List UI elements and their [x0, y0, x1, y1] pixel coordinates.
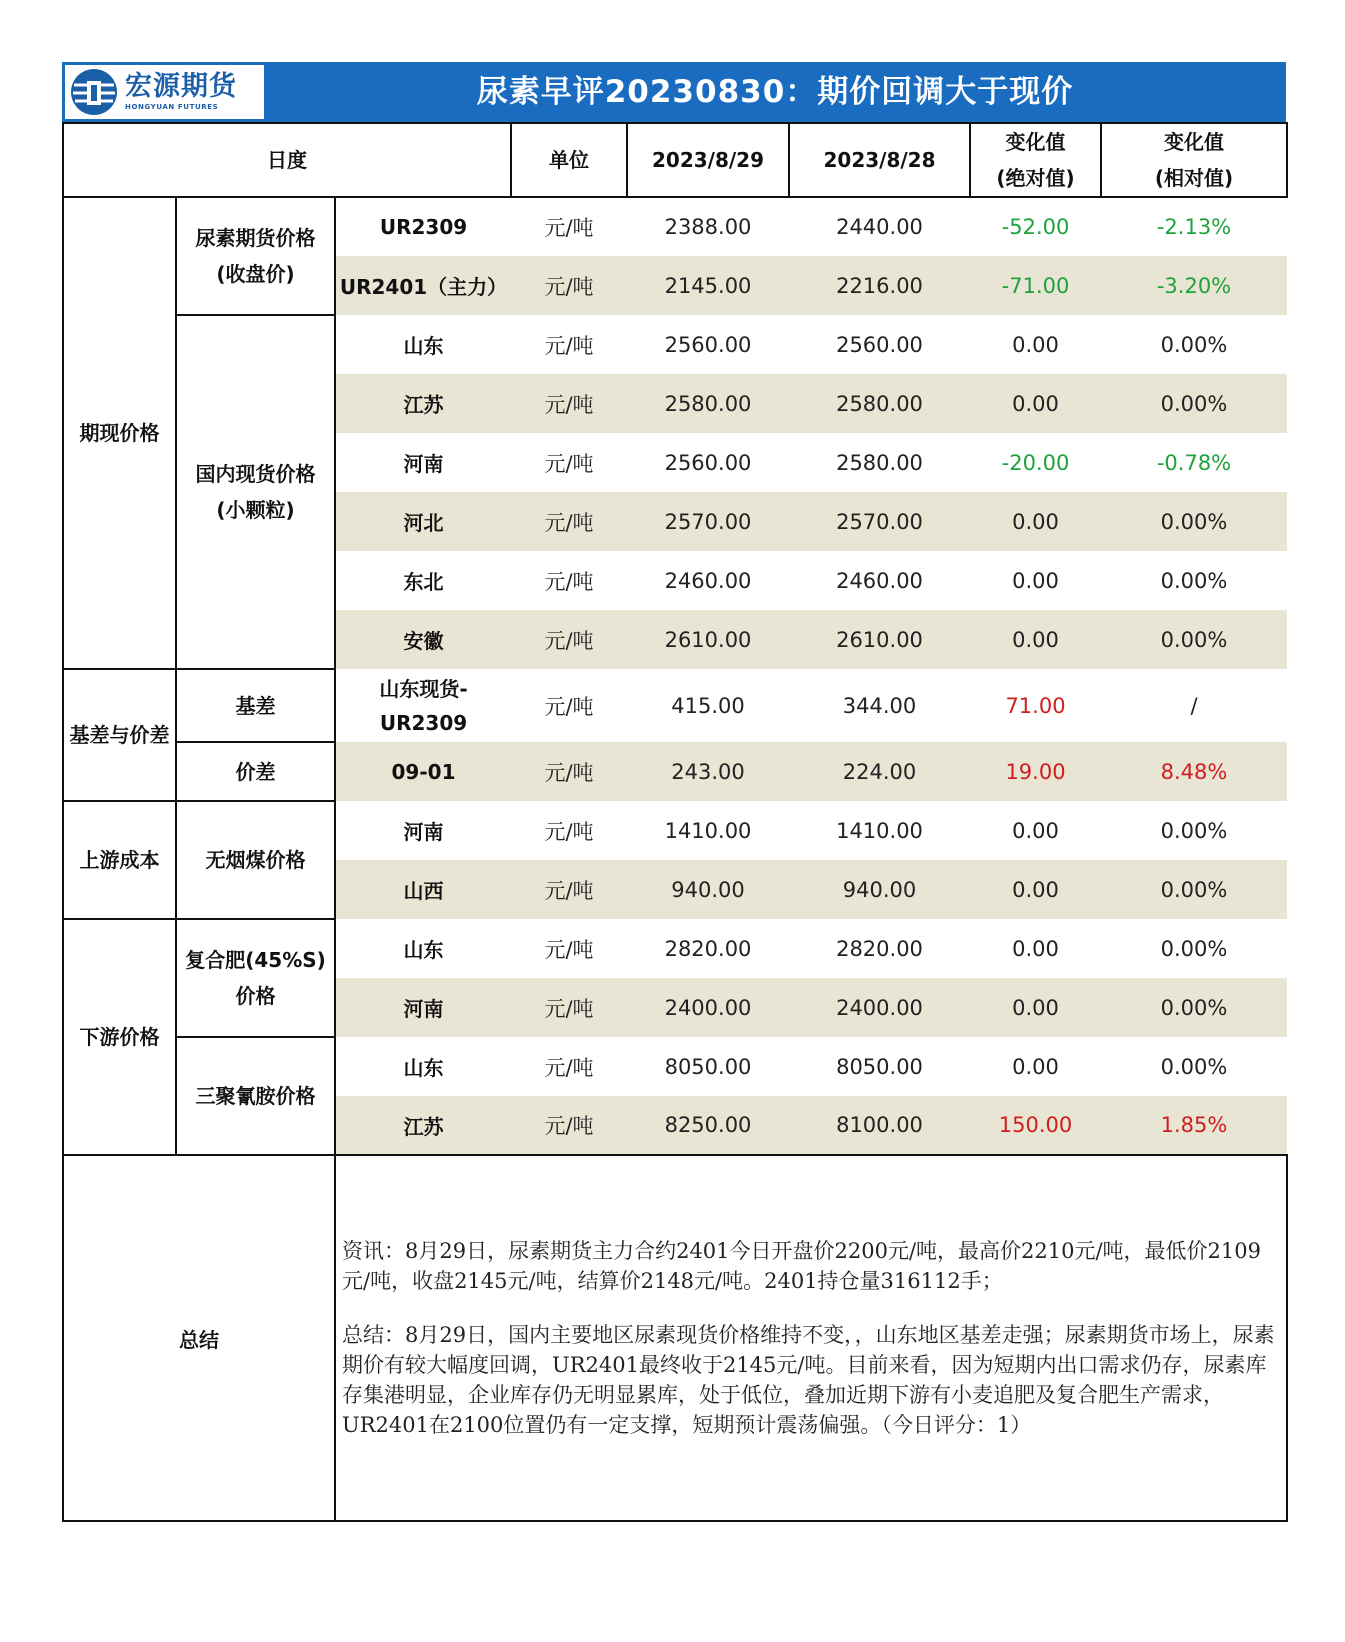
row-value-date2: 2570.00 [789, 492, 970, 551]
sub-basis: 基差 [176, 669, 335, 742]
sub-spot-price-line1: 国内现货价格 [195, 462, 316, 486]
sub-spread: 价差 [176, 742, 335, 801]
row-value-date1: 2610.00 [627, 610, 789, 669]
table-row [63, 742, 1287, 801]
row-rel-change: 8.48% [1101, 742, 1287, 801]
table-row [63, 919, 1287, 978]
summary-label: 总结 [63, 1155, 335, 1521]
summary-news: 资讯：8月29日，尿素期货主力合约2401今日开盘价2200元/吨，最高价2210元/吨，最低价2109元/吨，收盘2145元/吨，结算价2148元/吨。2401持仓量316112手； [342, 1239, 1262, 1293]
hongyuan-logo-icon [69, 67, 119, 117]
row-abs-change: 0.00 [970, 610, 1101, 669]
header-date-1: 2023/8/29 [627, 123, 789, 197]
row-rel-change: 0.00% [1101, 801, 1287, 860]
row-abs-change: -71.00 [970, 256, 1101, 315]
row-abs-change: -52.00 [970, 197, 1101, 256]
logo-chinese-name: 宏源期货 [125, 71, 237, 102]
category-futures-spot: 期现价格 [63, 197, 176, 669]
row-abs-change: 0.00 [970, 860, 1101, 919]
table-row [63, 197, 1287, 256]
row-unit: 元/吨 [511, 801, 627, 860]
header-date-2: 2023/8/28 [789, 123, 970, 197]
row-unit: 元/吨 [511, 860, 627, 919]
row-abs-change: 0.00 [970, 919, 1101, 978]
row-abs-change: 0.00 [970, 551, 1101, 610]
row-unit: 元/吨 [511, 256, 627, 315]
header-rel-change-line1: 变化值 [1164, 130, 1224, 154]
row-item: 河南 [335, 801, 511, 860]
row-item: UR2309 [335, 197, 511, 256]
row-value-date1: 2560.00 [627, 315, 789, 374]
row-value-date1: 2820.00 [627, 919, 789, 978]
row-value-date2: 2560.00 [789, 315, 970, 374]
sub-coal-price: 无烟煤价格 [176, 801, 335, 919]
title-banner [62, 62, 1286, 122]
sub-compound-line2: 价格 [235, 984, 276, 1008]
table-row [63, 801, 1287, 860]
row-unit: 元/吨 [511, 433, 627, 492]
row-value-date1: 2145.00 [627, 256, 789, 315]
table-header-row [63, 123, 1287, 197]
row-value-date1: 2560.00 [627, 433, 789, 492]
row-value-date1: 415.00 [627, 669, 789, 742]
row-rel-change: 0.00% [1101, 1037, 1287, 1096]
price-table [62, 122, 1288, 1522]
sub-futures-price [176, 197, 335, 315]
row-unit: 元/吨 [511, 669, 627, 742]
header-dimension: 日度 [63, 123, 511, 197]
sub-futures-price-line1: 尿素期货价格 [195, 226, 316, 250]
row-value-date2: 2400.00 [789, 978, 970, 1037]
row-item-line2: UR2309 [379, 710, 468, 735]
table-row [63, 1037, 1287, 1096]
row-item: 安徽 [335, 610, 511, 669]
category-downstream: 下游价格 [63, 919, 176, 1155]
row-rel-change: 0.00% [1101, 610, 1287, 669]
row-value-date2: 2440.00 [789, 197, 970, 256]
row-item: 河南 [335, 433, 511, 492]
row-abs-change: 71.00 [970, 669, 1101, 742]
row-value-date1: 1410.00 [627, 801, 789, 860]
row-unit: 元/吨 [511, 1096, 627, 1155]
sub-spot-price-line2: (小颗粒) [216, 498, 295, 522]
row-rel-change: -3.20% [1101, 256, 1287, 315]
row-item: 山东 [335, 315, 511, 374]
sub-compound-fertilizer [176, 919, 335, 1037]
row-value-date2: 8100.00 [789, 1096, 970, 1155]
row-item: 山西 [335, 860, 511, 919]
row-value-date2: 344.00 [789, 669, 970, 742]
sub-compound-line1: 复合肥(45%S) [185, 948, 326, 972]
row-item [335, 669, 511, 742]
row-value-date2: 940.00 [789, 860, 970, 919]
row-value-date1: 2570.00 [627, 492, 789, 551]
header-unit: 单位 [511, 123, 627, 197]
company-logo [65, 65, 264, 119]
row-rel-change: 0.00% [1101, 374, 1287, 433]
header-rel-change [1101, 123, 1287, 197]
row-value-date1: 2580.00 [627, 374, 789, 433]
row-unit: 元/吨 [511, 1037, 627, 1096]
header-abs-change [970, 123, 1101, 197]
row-unit: 元/吨 [511, 197, 627, 256]
row-value-date1: 243.00 [627, 742, 789, 801]
row-value-date1: 940.00 [627, 860, 789, 919]
row-item-line1: 山东现货- [379, 676, 468, 701]
row-value-date2: 2610.00 [789, 610, 970, 669]
row-rel-change: 0.00% [1101, 860, 1287, 919]
sub-melamine: 三聚氰胺价格 [176, 1037, 335, 1155]
logo-english-name: HONGYUAN FUTURES [125, 103, 219, 111]
row-value-date1: 2460.00 [627, 551, 789, 610]
row-item: 山东 [335, 919, 511, 978]
row-rel-change: 0.00% [1101, 315, 1287, 374]
row-value-date1: 2388.00 [627, 197, 789, 256]
row-abs-change: 0.00 [970, 1037, 1101, 1096]
header-abs-change-line1: 变化值 [1005, 130, 1066, 154]
row-value-date1: 8250.00 [627, 1096, 789, 1155]
row-rel-change: 0.00% [1101, 551, 1287, 610]
row-abs-change: 150.00 [970, 1096, 1101, 1155]
row-unit: 元/吨 [511, 610, 627, 669]
category-basis-spread: 基差与价差 [63, 669, 176, 801]
row-unit: 元/吨 [511, 374, 627, 433]
row-abs-change: 0.00 [970, 801, 1101, 860]
report-title: 尿素早评20230830：期价回调大于现价 [476, 74, 1074, 110]
row-abs-change: 0.00 [970, 492, 1101, 551]
row-unit: 元/吨 [511, 551, 627, 610]
summary-conclusion: 总结：8月29日，国内主要地区尿素现货价格维持不变，，山东地区基差走强；尿素期货市场上，尿素期价有较大幅度回调，UR2401最终收于2145元/吨。目前来看，因为短期内出口需求仍存，尿素库存集港明显，企业库存仍无明显累库，处于低位，叠加近期下游有小麦追肥及复合肥生产需求，UR2401在2100位置仍有一定支撑，短期预计震荡偏强。（今日评分：1） [342, 1323, 1275, 1437]
row-rel-change: 0.00% [1101, 492, 1287, 551]
summary-row [63, 1155, 1287, 1521]
row-unit: 元/吨 [511, 742, 627, 801]
row-item: UR2401（主力） [335, 256, 511, 315]
row-value-date2: 1410.00 [789, 801, 970, 860]
row-rel-change: 1.85% [1101, 1096, 1287, 1155]
row-item: 山东 [335, 1037, 511, 1096]
row-value-date2: 2820.00 [789, 919, 970, 978]
row-value-date1: 8050.00 [627, 1037, 789, 1096]
header-abs-change-line2: (绝对值) [996, 166, 1075, 190]
row-value-date1: 2400.00 [627, 978, 789, 1037]
row-item: 09-01 [335, 742, 511, 801]
table-row [63, 669, 1287, 742]
row-value-date2: 8050.00 [789, 1037, 970, 1096]
row-item: 江苏 [335, 374, 511, 433]
row-abs-change: 0.00 [970, 315, 1101, 374]
row-item: 河南 [335, 978, 511, 1037]
header-rel-change-line2: (相对值) [1154, 166, 1234, 190]
category-upstream: 上游成本 [63, 801, 176, 919]
row-value-date2: 2216.00 [789, 256, 970, 315]
row-value-date2: 2580.00 [789, 433, 970, 492]
row-unit: 元/吨 [511, 919, 627, 978]
row-unit: 元/吨 [511, 978, 627, 1037]
row-rel-change: / [1101, 669, 1287, 742]
summary-text [335, 1155, 1287, 1521]
row-unit: 元/吨 [511, 492, 627, 551]
row-abs-change: 0.00 [970, 978, 1101, 1037]
row-item: 河北 [335, 492, 511, 551]
row-rel-change: 0.00% [1101, 978, 1287, 1037]
row-value-date2: 2460.00 [789, 551, 970, 610]
sub-spot-price [176, 315, 335, 669]
row-rel-change: -0.78% [1101, 433, 1287, 492]
table-row [63, 315, 1287, 374]
sub-futures-price-line2: (收盘价) [216, 262, 295, 286]
report-sheet [62, 62, 1286, 1522]
row-rel-change: -2.13% [1101, 197, 1287, 256]
row-item: 东北 [335, 551, 511, 610]
row-unit: 元/吨 [511, 315, 627, 374]
row-abs-change: -20.00 [970, 433, 1101, 492]
row-value-date2: 2580.00 [789, 374, 970, 433]
row-abs-change: 19.00 [970, 742, 1101, 801]
row-value-date2: 224.00 [789, 742, 970, 801]
row-rel-change: 0.00% [1101, 919, 1287, 978]
row-abs-change: 0.00 [970, 374, 1101, 433]
row-item: 江苏 [335, 1096, 511, 1155]
